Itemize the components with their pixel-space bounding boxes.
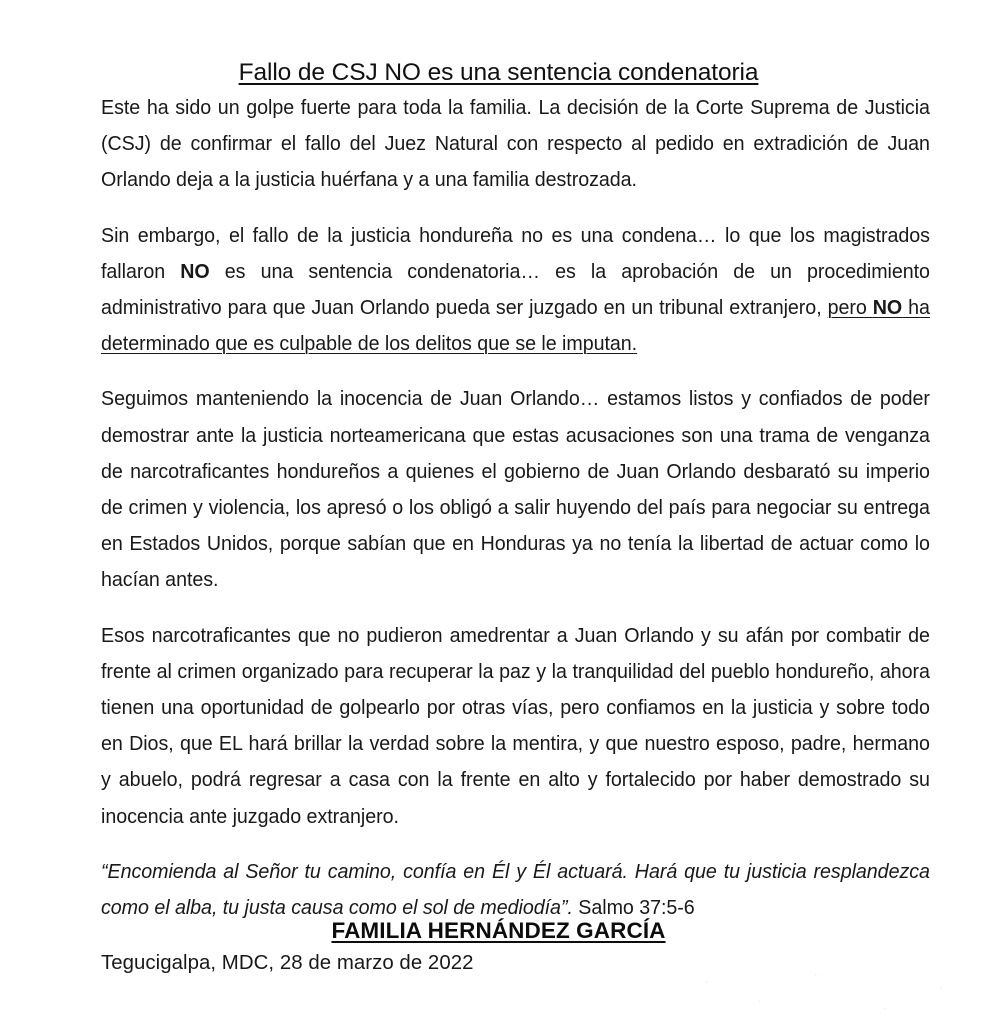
signature-text: FAMILIA HERNÁNDEZ GARCÍA	[331, 918, 666, 943]
scripture-reference: Salmo 37:5-6	[572, 896, 695, 920]
document-body	[101, 90, 930, 981]
signature-block	[0, 918, 997, 944]
paragraph-3	[101, 381, 930, 598]
scripture-quote	[101, 854, 930, 926]
page-title	[0, 58, 997, 87]
paragraph-2-underline-lead: pero	[827, 296, 873, 320]
paragraph-3-text: Seguimos manteniendo la inocencia de Juan Orlando… estamos listos y confiados de poder demostrar ante la justicia norteamericana que estas acusaciones son una trama de venganza de narcotraficantes hondureños a quienes el gobierno de Juan Orlando desbarató su imperio de crimen y violencia, los apresó o los obligó a salir huyendo del país para negociar su entrega en Estados Unidos, porque sabían que en Honduras ya no tenía la libertad de actuar como lo hacían antes.	[101, 387, 930, 592]
paragraph-2-underline-rest: ha determinado que es culpable de los delitos que se le imputan.	[101, 296, 930, 356]
paragraph-4	[101, 618, 930, 835]
paragraph-2-text-part-1: Sin embargo, el fallo de la justicia hondureña no es una condena… lo que los magistrados fallaron	[101, 223, 930, 283]
paragraph-1	[101, 90, 930, 199]
paragraph-2-emphasis-no-2: NO	[872, 296, 903, 320]
paragraph-2	[101, 218, 930, 363]
dateline	[101, 945, 930, 981]
scripture-quote-text: “Encomienda al Señor tu camino, confía en Él y Él actuará. Hará que tu justicia resplandezca como el alba, tu justa causa como el sol de mediodía”.	[101, 859, 930, 920]
paragraph-4-text: Esos narcotraficantes que no pudieron amedrentar a Juan Orlando y su afán por combatir de frente al crimen organizado para recuperar la paz y la tranquilidad del pueblo hondureño, ahora tienen una oportunidad de golpearlo por otras vías, pero confiamos en la justicia y sobre todo en Dios, que EL hará brillar la verdad sobre la mentira, y que nuestro esposo, padre, hermano y abuelo, podrá regresar a casa con la frente en alto y fortalecido por haber demostrado su inocencia ante juzgado extranjero.	[101, 623, 930, 828]
dateline-text: Tegucigalpa, MDC, 28 de marzo de 2022	[101, 952, 474, 975]
page-title-text	[239, 59, 759, 86]
paragraph-1-text: Este ha sido un golpe fuerte para toda la familia. La decisión de la Corte Suprema de Justicia (CSJ) de confirmar el fallo del Juez Natural con respecto al pedido en extradición de Juan Orlando deja a la justicia huérfana y a una familia destrozada.	[101, 96, 930, 192]
page-title-label: Fallo de CSJ NO es una sentencia condenatoria	[238, 59, 759, 87]
paragraph-2-emphasis-no-1: NO	[180, 259, 210, 283]
paragraph-2-text-part-2: es una sentencia condenatoria… es la aprobación de un procedimiento administrativo para que Juan Orlando pueda ser juzgado en un tribunal extranjero,	[101, 259, 930, 320]
